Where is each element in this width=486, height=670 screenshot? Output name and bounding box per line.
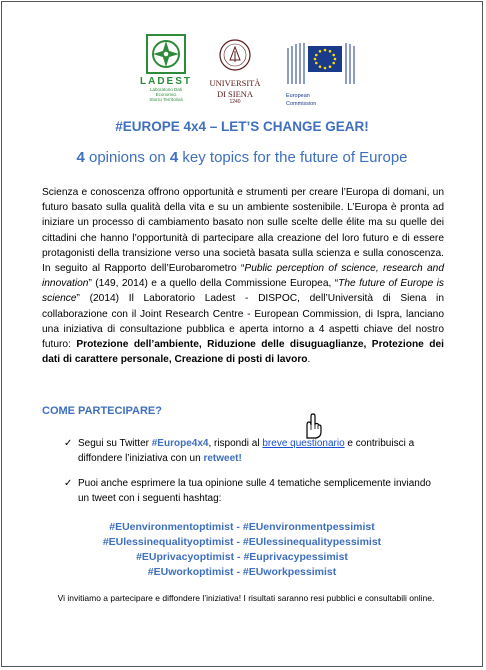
hashtag-line-environment: #EUenvironmentoptimist - #EUenvironmentpessimist bbox=[109, 521, 375, 533]
unisi-name1: UNIVERSITÀ bbox=[209, 78, 261, 88]
bullet2-text: Puoi anche esprimere la tua opinione sulle 4 tematiche semplicemente inviando un tweet con i seguenti hashtag: bbox=[78, 478, 431, 504]
bullet1-text-b: , rispondi al bbox=[208, 438, 263, 449]
ladest-sub1: Laboratorio Dati Economici bbox=[149, 87, 183, 97]
list-item-hashtags bbox=[64, 476, 444, 506]
subtitle-number-2: 4 bbox=[169, 149, 179, 166]
ec-logo bbox=[286, 42, 358, 107]
check-icon: ✓ bbox=[64, 478, 73, 489]
subtitle-part-1: opinions on bbox=[84, 149, 170, 166]
bullet1-text-a: Segui su Twitter bbox=[78, 438, 152, 449]
hashtag-line-inequality: #EUlessinequalityoptimist - #EUlessinequalitypessimist bbox=[102, 536, 382, 548]
flyer-page bbox=[1, 1, 483, 667]
unisi-name2: DI SIENA bbox=[216, 89, 254, 99]
subtitle-part-2: key topics for the future of Europe bbox=[178, 149, 408, 166]
check-icon: ✓ bbox=[64, 438, 73, 449]
logo-bar bbox=[2, 34, 482, 126]
intro-text-3: ” (2014) Il Laboratorio Ladest - DISPOC, dell’Università di Siena in collaborazione con il Joint Research Centre - European Commission, di Ispra, lanciano una iniziativa di consultazione pubblica e aperta intorno a 4 aspetti chiave del nostro futuro: bbox=[42, 293, 444, 351]
eu-flag-icon bbox=[286, 42, 358, 86]
eurobarometer-report-title: Public perception of science, research and innovation bbox=[42, 263, 444, 290]
participation-list bbox=[64, 436, 444, 516]
hashtag-line-privacy: #EUprivacyoptimist - #Euprivacypessimist bbox=[136, 551, 348, 563]
list-item-twitter bbox=[64, 436, 444, 466]
subtitle-number-1: 4 bbox=[76, 149, 85, 166]
intro-text-1: Scienza e conoscenza offrono opportunità e strumenti per creare l’Europa di domani, un futuro basato sulla qualità della vita e su un ambiente sostenibile. L’Europa è pronta ad iniziare un processo di cambiamento basato non sulle scelte delle élite ma su quelle dei cittadini che hanno l’opportunità di partecipare alla creazione del loro futuro e di essere protagonisti della transizione verso una società basata sulla scienza e sulla conoscenza. In seguito al Rapporto dell’Eurobarometro “ bbox=[42, 187, 444, 275]
hashtag-list bbox=[2, 520, 482, 580]
intro-paragraph bbox=[42, 185, 444, 367]
how-to-participate-heading: COME PARTECIPARE? bbox=[42, 405, 162, 417]
ec-caption1: European bbox=[286, 93, 310, 99]
ec-caption2: Commission bbox=[286, 101, 317, 107]
intro-text-2: ” (149, 2014) e a quello della Commissione Europea, “ bbox=[88, 278, 339, 290]
commission-report-title: The future of Europe is science bbox=[42, 278, 444, 305]
europe4x4-hashtag: #Europe4x4 bbox=[151, 438, 209, 449]
intro-text-end: . bbox=[307, 354, 311, 366]
ladest-emblem-icon bbox=[146, 34, 186, 74]
key-topics: Protezione dell’ambiente, Riduzione delle disuguaglianze, Protezione dei dati di carattere personale, Creazione di posti di lavoro bbox=[42, 339, 444, 366]
unisi-seal-icon bbox=[218, 38, 252, 72]
bullet1-text-c: e contribuisci a diffondere l’iniziativa con un bbox=[78, 438, 415, 464]
questionnaire-link[interactable]: breve questionario bbox=[262, 438, 345, 449]
page-title: #EUROPE 4x4 – LET’S CHANGE GEAR! bbox=[115, 119, 369, 134]
unisi-year: 1240 bbox=[229, 99, 241, 105]
retweet-label: retweet! bbox=[203, 453, 242, 464]
unisi-logo bbox=[200, 38, 270, 105]
ladest-name: LADEST bbox=[140, 76, 192, 87]
page-subtitle bbox=[2, 149, 482, 166]
ladest-sub2: Storici Territoriali bbox=[149, 97, 183, 102]
closing-note: Vi invitiamo a partecipare e diffondere l’iniziativa! I risultati saranno resi pubblici e consultabili online. bbox=[57, 593, 435, 603]
ladest-logo bbox=[140, 34, 192, 102]
hashtag-line-work: #EUworkoptimist - #EUworkpessimist bbox=[147, 566, 337, 578]
